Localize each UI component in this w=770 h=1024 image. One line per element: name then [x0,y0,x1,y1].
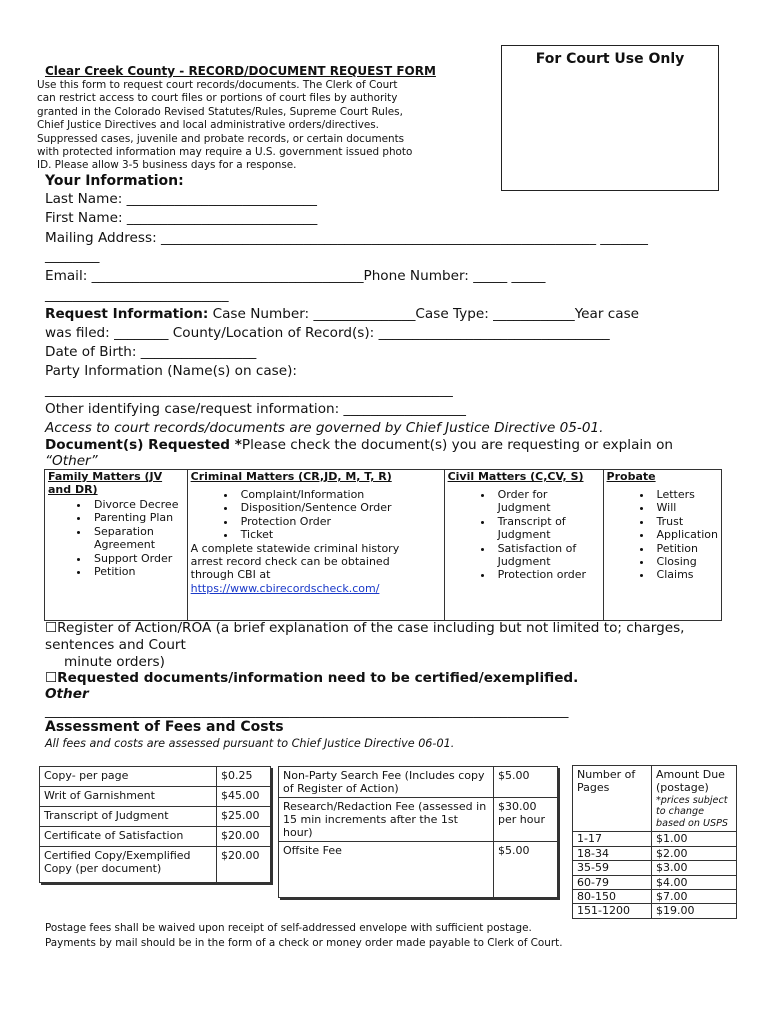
pages-cell: 151-1200 [573,904,652,918]
family-item[interactable]: • Parenting Plan [90,511,184,524]
pages-header: Number of Pages [573,766,652,832]
amount-note: *prices subject to change based on USPS [656,794,728,829]
intro-line: Suppressed cases, juvenile and probate records, or certain documents [37,132,405,145]
fee-cost: $25.00 [217,807,271,827]
fee-item: Offsite Fee [279,842,494,898]
fee-cost: $20.00 [217,827,271,847]
amount-cell: $3.00 [652,861,737,875]
other-label: Other [45,686,89,702]
court-use-box [501,45,719,191]
other-field[interactable]: _____________________________________________________________________________ [45,703,569,719]
family-matters-header: Family Matters (JV and DR) [48,470,163,496]
access-note: Access to court records/documents are governed by Chief Justice Directive 05-01. [45,420,604,436]
fee-cost: $20.00 [217,847,271,883]
case-number-field[interactable]: Case Number: _______________Case Type: ____________Year case [208,306,640,322]
docs-other-text: “Other” [45,453,98,469]
request-info-heading: Request Information: [45,306,209,322]
certified-checkbox[interactable]: ☐Requested documents/information need to be certified/exemplified. [45,670,579,686]
phone-cont[interactable]: ___________________________ [45,287,229,303]
fee-row [279,798,558,842]
fee-cost: $30.00 per hour [494,798,558,842]
criminal-matters-header: Criminal Matters (CR,JD, M, T, R) [190,470,392,483]
amount-cell: $7.00 [652,889,737,903]
amount-header: Amount Due (postage) [656,768,725,795]
form-title: Clear Creek County - RECORD/DOCUMENT REQUEST FORM [45,64,436,78]
court-use-label: For Court Use Only [535,51,685,67]
last-name-field[interactable]: Last Name: ____________________________ [45,191,317,207]
amount-cell: $2.00 [652,846,737,860]
criminal-item[interactable]: • Protection Order [237,515,441,528]
mailing-address-cont[interactable]: ________ [45,248,100,264]
civil-matters-header: Civil Matters (C,CV, S) [447,470,584,483]
fee-table-2 [278,766,558,898]
request-info-line [45,306,639,322]
footer-notes [45,921,563,951]
your-info-heading: Your Information: [45,173,184,189]
probate-item[interactable]: • Will [653,501,718,514]
probate-item[interactable]: • Closing [653,555,718,568]
family-matters-col [45,470,188,621]
pages-cell: 80-150 [573,889,652,903]
amount-cell: $1.00 [652,832,737,846]
civil-item[interactable]: • Protection order [494,568,600,581]
intro-text [37,79,457,173]
intro-line: Chief Justice Directives and local administrative orders/directives. [37,119,379,132]
intro-line: granted in the Colorado Revised Statutes/Rules, Supreme Court Rules, [37,105,403,118]
probate-header: Probate [606,470,656,483]
cbi-note: A complete statewide criminal history arrest record check can be obtained through CBI at [190,541,400,582]
fee-row [40,767,271,787]
criminal-item[interactable]: • Complaint/Information [237,488,441,501]
fee-item: Research/Redaction Fee (assessed in 15 min increments after the 1st hour) [279,798,494,842]
pages-cell: 18-34 [573,846,652,860]
family-item[interactable]: • Separation Agreement [90,525,184,552]
fee-row [40,787,271,807]
fee-item: Transcript of Judgment [40,807,217,827]
fees-subheading: All fees and costs are assessed pursuant to Chief Justice Directive 06-01. [45,737,455,750]
civil-item[interactable]: • Order for Judgment [494,488,600,515]
family-item[interactable]: • Support Order [90,552,184,565]
postage-row [573,889,737,903]
fee-cost: $45.00 [217,787,271,807]
mailing-address-field[interactable]: Mailing Address: ________________________________________________________________ _______ [45,230,648,246]
probate-item[interactable]: • Petition [653,542,718,555]
email-phone-field[interactable]: Email: ________________________________________Phone Number: _____ _____ [45,268,546,284]
fee-table-1 [39,766,271,883]
civil-matters-col [444,470,603,621]
probate-item[interactable]: • Claims [653,568,718,581]
footer-line: Postage fees shall be waived upon receipt of self-addressed envelope with sufficient postage. [45,922,532,934]
civil-item[interactable]: • Transcript of Judgment [494,515,600,542]
postage-row [573,904,737,918]
cbi-link[interactable]: https://www.cbirecordscheck.com/ [190,581,380,595]
roa-text-cont: sentences and Court [45,637,186,653]
amount-cell: $4.00 [652,875,737,889]
probate-item[interactable]: • Application [653,528,718,541]
postage-table [572,765,737,919]
postage-row [573,875,737,889]
family-item[interactable]: • Petition [90,565,184,578]
pages-cell: 60-79 [573,875,652,889]
pages-cell: 35-59 [573,861,652,875]
postage-row [573,861,737,875]
fee-item: Copy- per page [40,767,217,787]
intro-line: Use this form to request court records/documents. The Clerk of Court [37,79,398,91]
docs-requested-line [45,437,673,453]
documents-table [44,469,722,621]
postage-header-row [573,766,737,832]
first-name-field[interactable]: First Name: ____________________________ [45,210,318,226]
probate-item[interactable]: • Letters [653,488,718,501]
fee-item: Certificate of Satisfaction [40,827,217,847]
fees-heading: Assessment of Fees and Costs [45,719,284,735]
criminal-item[interactable]: • Ticket [237,528,441,541]
amount-header-cell [652,766,737,832]
fee-row [40,827,271,847]
fee-cost: $0.25 [217,767,271,787]
amount-cell: $19.00 [652,904,737,918]
intro-line: can restrict access to court files or portions of court files by authority [37,92,398,105]
pages-cell: 1-17 [573,832,652,846]
fee-item: Non-Party Search Fee (Includes copy of Register of Action) [279,767,494,798]
fee-cost: $5.00 [494,842,558,898]
postage-row [573,832,737,846]
civil-item[interactable]: • Satisfaction of Judgment [494,542,600,569]
fee-row [40,807,271,827]
family-item[interactable]: • Divorce Decree [90,498,184,511]
fee-cost: $5.00 [494,767,558,798]
fee-row [279,767,558,798]
year-filed-field[interactable]: was filed: ________ County/Location of Record(s): __________________________________ [45,325,610,341]
criminal-matters-col [187,470,444,621]
intro-line: ID. Please allow 3-5 business days for a response. [37,159,297,172]
roa-text-cont2: minute orders) [64,654,165,670]
docs-instructions: Please check the document(s) you are requesting or explain on [241,437,674,453]
roa-checkbox[interactable]: ☐Register of Action/ROA (a brief explanation of the case including but not limited to; charges, [45,620,685,636]
probate-item[interactable]: • Trust [653,515,718,528]
other-info-field[interactable]: Other identifying case/request information: __________________ [45,401,466,417]
fee-row [279,842,558,898]
postage-row [573,846,737,860]
party-info-label: Party Information (Name(s) on case): [45,363,298,379]
party-info-field[interactable]: ____________________________________________________________ [45,382,453,398]
dob-field[interactable]: Date of Birth: _________________ [45,344,257,360]
intro-line: with protected information may require a U.S. government issued photo [37,146,413,159]
docs-requested-heading: Document(s) Requested * [45,437,242,453]
fee-item: Writ of Garnishment [40,787,217,807]
fee-item: Certified Copy/Exemplified Copy (per document) [40,847,217,883]
fee-row [40,847,271,883]
criminal-item[interactable]: • Disposition/Sentence Order [237,501,441,514]
footer-line: Payments by mail should be in the form of a check or money order made payable to Clerk of Court. [45,937,563,949]
probate-col [603,470,721,621]
